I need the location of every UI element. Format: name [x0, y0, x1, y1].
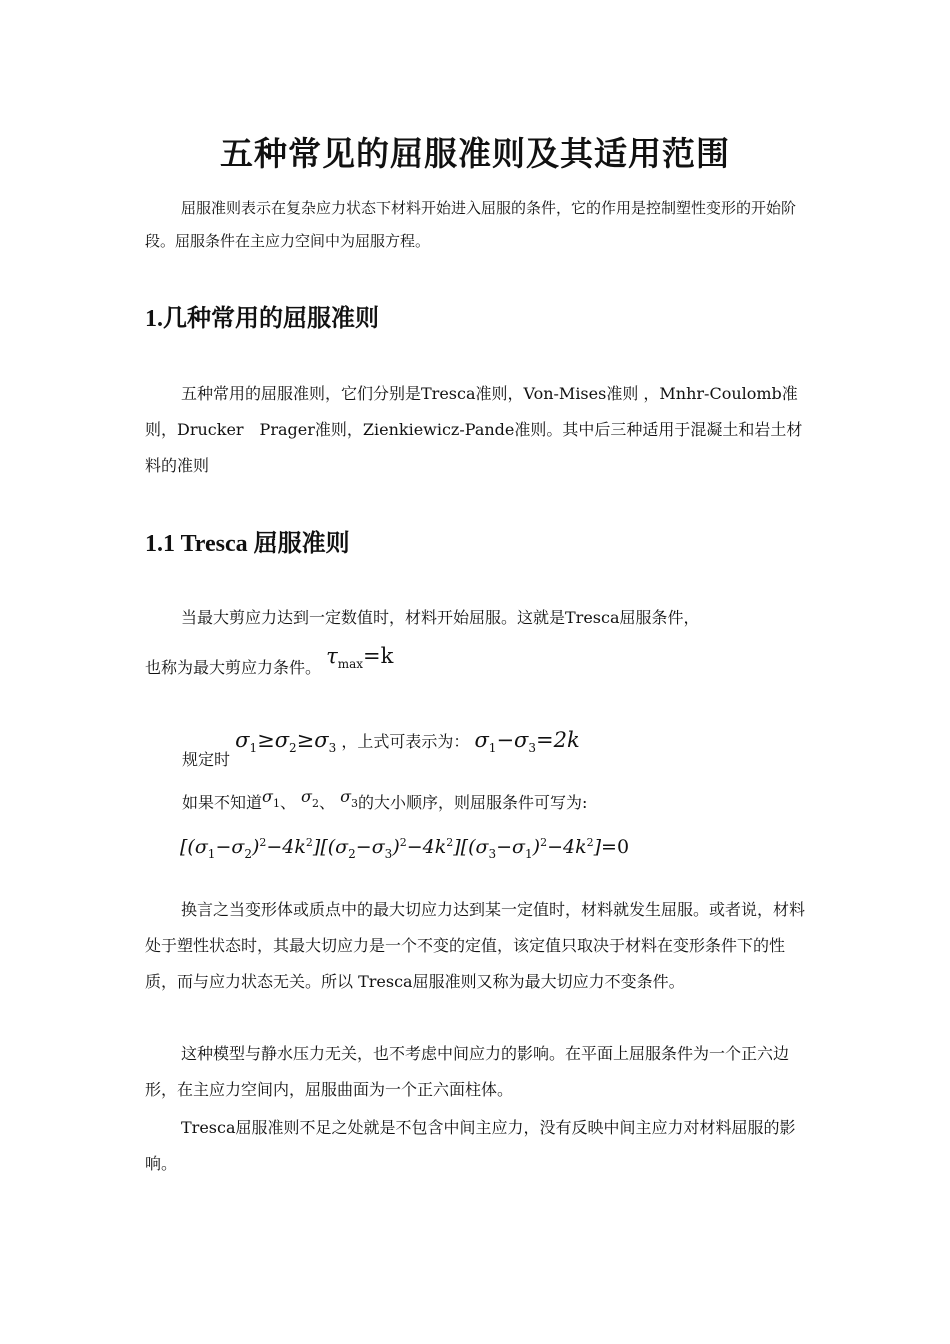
unknown-order-line [182, 787, 588, 813]
section-1-paragraph: 五种常用的屈服准则，它们分别是Tresca准则，Von-Mises准则 ，Mnhr-Coulomb准则，Drucker Prager准则，Zienkiewicz-Pande准则。其中后三种适用于混凝土和岩土材料的准则 [145, 384, 803, 475]
document-title: 五种常见的屈服准则及其适用范围 [220, 134, 730, 173]
equation-tresca-principal: $\sigma_1-\sigma_3=2k$ [474, 728, 580, 755]
separator: 、 [279, 793, 296, 812]
stipulation-label: 规定时 [182, 750, 231, 769]
tresca-explanation-paragraph: 换言之当变形体或质点中的最大切应力达到某一定值时，材料就发生屈服。或者说，材料处于塑性状态时，其最大切应力是一个不变的定值，该定值只取决于材料在变形条件下的性质，而与应力状态无关。所以 Tresca屈服准则又称为最大切应力不变条件。 [145, 900, 806, 991]
equation-general-tresca: $[(\sigma_1-\sigma_2)^2-4k^2][(\sigma_2-\sigma_3)^2-4k^2][(\sigma_3-\sigma_1)^2-4k^2]=0$ [180, 836, 630, 861]
unknown-order-prefix: 如果不知道 [182, 793, 263, 812]
tresca-definition-line2 [145, 644, 394, 678]
tresca-model-paragraph: 这种模型与静水压力无关，也不考虑中间应力的影响。在平面上屈服条件为一个正六边形，在主应力空间内，屈服曲面为一个正六面柱体。 [145, 1044, 790, 1099]
tresca-definition-line1: 当最大剪应力达到一定数值时，材料开始屈服。这就是Tresca屈服条件， [181, 608, 700, 627]
sigma-3-symbol: $\sigma_3$ [340, 787, 358, 810]
section-heading-1-1: 1.1 Tresca 屈服准则 [145, 531, 350, 557]
stipulation-line [182, 728, 580, 769]
stipulation-mid-text: ，上式可表示为： [341, 732, 470, 751]
tresca-limitation-paragraph: Tresca屈服准则不足之处就是不包含中间主应力，没有反映中间主应力对材料屈服的影响。 [145, 1118, 796, 1173]
intro-paragraph: 屈服准则表示在复杂应力状态下材料开始进入屈服的条件，它的作用是控制塑性变形的开始阶段。屈服条件在主应力空间中为屈服方程。 [145, 199, 797, 250]
equation-sigma-order: $\sigma_1\ge\sigma_2\ge\sigma_3$ [235, 728, 337, 755]
sigma-2-symbol: $\sigma_2$ [301, 787, 319, 810]
separator: 、 [318, 793, 335, 812]
section-heading-1: 1.几种常用的屈服准则 [145, 306, 379, 332]
sigma-1-symbol: $\sigma_1$ [262, 787, 280, 810]
unknown-order-suffix: 的大小顺序，则屈服条件可写为: [358, 793, 588, 812]
equation-tau-max: $\tau_{max}=k$ [326, 644, 394, 671]
tresca-definition-text: 也称为最大剪应力条件。 [145, 658, 322, 677]
